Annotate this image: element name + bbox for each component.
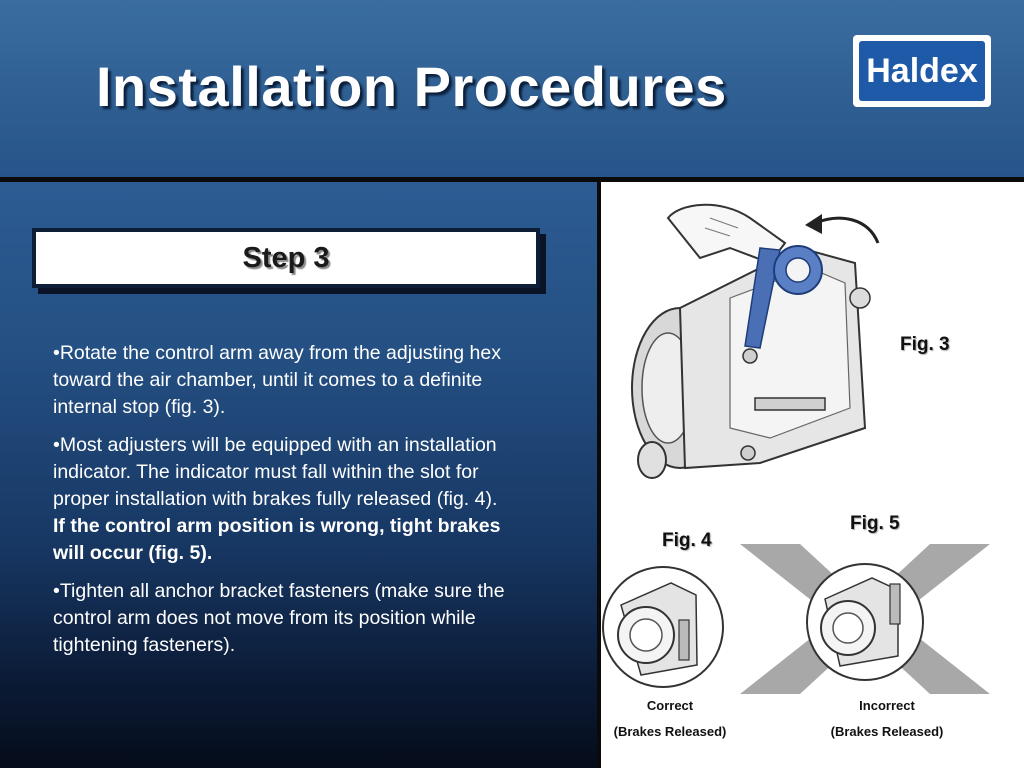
page-title: Installation Procedures <box>96 55 727 118</box>
grease-fitting <box>850 288 870 308</box>
haldex-logo <box>853 35 991 107</box>
fig5-indicator <box>890 584 900 624</box>
fastener <box>741 446 755 460</box>
adjusting-hex <box>786 258 810 282</box>
fig5-hub <box>833 613 863 643</box>
logo-wordmark <box>863 48 981 94</box>
fastener <box>743 349 757 363</box>
fig4-hub <box>630 619 662 651</box>
instruction-bullet-2 <box>53 432 508 567</box>
fig3-label: Fig. 3 <box>900 334 950 355</box>
step-box <box>32 228 540 288</box>
clevis <box>638 442 666 478</box>
rotation-arrow <box>815 218 878 243</box>
fig4-illustration <box>601 565 725 689</box>
step-label: Step 3 <box>242 241 330 274</box>
pushrod <box>755 398 825 410</box>
instruction-bullet-3: •Tighten all anchor bracket fasteners (make sure the control arm does not move from its position while tightening fasteners). <box>53 580 505 656</box>
fig5-label: Fig. 5 <box>850 513 900 534</box>
instruction-bullet-1: •Rotate the control arm away from the adjusting hex toward the air chamber, until it comes to a definite internal stop (fig. 3). <box>53 342 501 418</box>
fig5-illustration <box>740 544 990 694</box>
fig4-label: Fig. 4 <box>662 530 712 551</box>
correct-subcaption: (Brakes Released) <box>613 724 727 739</box>
fig3-illustration <box>610 188 940 488</box>
logo-text: Haldex <box>866 52 978 90</box>
rotation-arrow-head <box>805 214 822 234</box>
correct-caption: Correct <box>646 698 694 713</box>
incorrect-subcaption: (Brakes Released) <box>830 724 944 739</box>
instructions-text <box>53 340 508 670</box>
instruction-bullet-2-text: •Most adjusters will be equipped with an installation indicator. The indicator must fall within the slot for proper installation with brakes fully released (fig. 4). <box>53 434 498 510</box>
incorrect-caption: Incorrect <box>859 698 915 713</box>
instruction-bullet-2-warning: If the control arm position is wrong, tight brakes will occur (fig. 5). <box>53 515 501 564</box>
fig4-indicator <box>679 620 689 660</box>
